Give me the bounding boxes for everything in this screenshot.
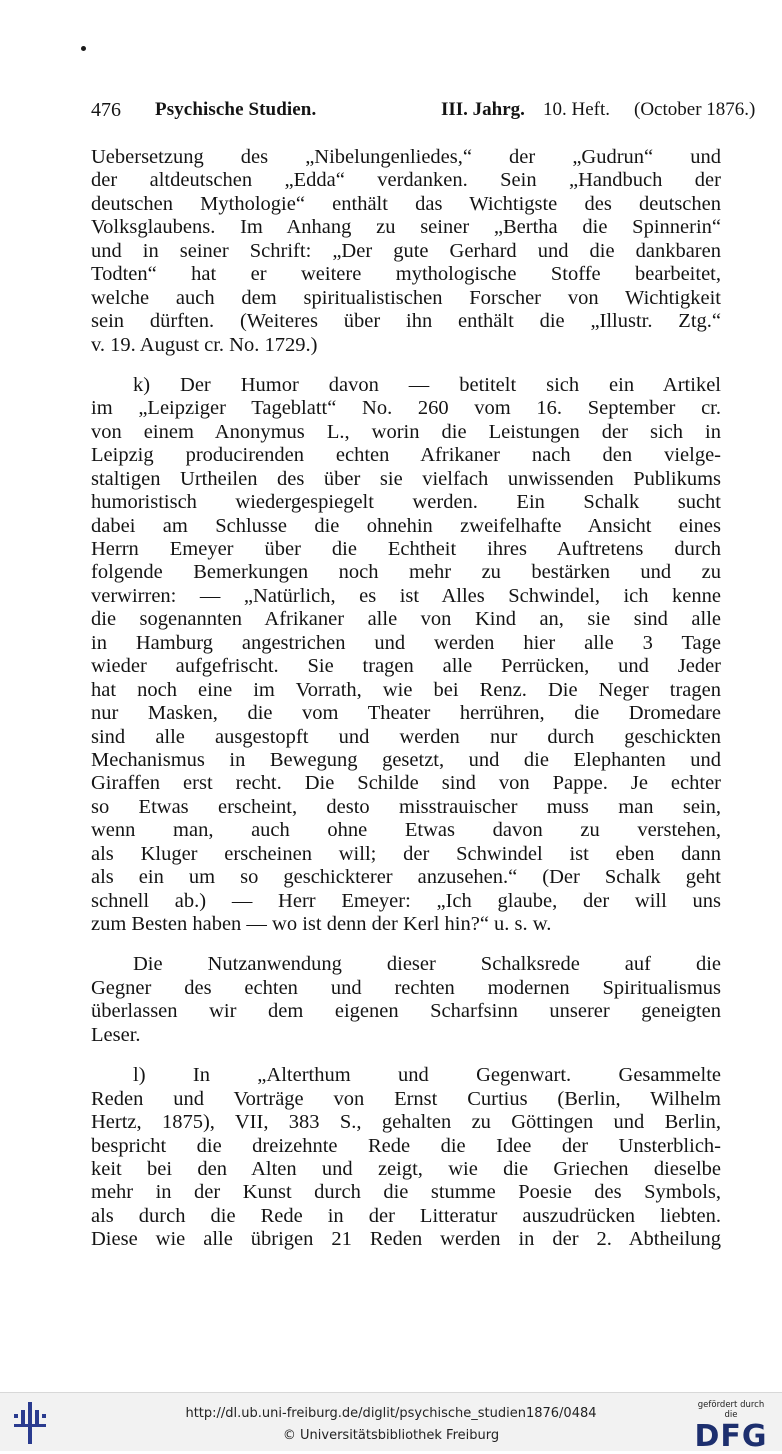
funder-caption: gefördert durch die	[697, 1400, 765, 1420]
text-line: die sogenannten Afrikaner alle von Kind an, sie sind alle	[91, 608, 721, 631]
page-number: 476	[91, 99, 121, 121]
text-line: von einem Anonymus L., worin die Leistungen der sich in	[91, 420, 721, 443]
text-line: Gegner des echten und rechten modernen Spiritualismus	[91, 976, 721, 999]
text-line: humoristisch wiedergespiegelt werden. Ein Schalk sucht	[91, 491, 721, 514]
text-line: k) Der Humor davon — betitelt sich ein Artikel	[133, 373, 721, 396]
text-line: Giraffen erst recht. Die Schilde sind von Pappe. Je echter	[91, 772, 721, 795]
text-line: dabei am Schlusse die ohnehin zweifelhafte Ansicht eines	[91, 514, 721, 537]
text-line: wieder aufgefrischt. Sie tragen alle Perrücken, und Jeder	[91, 655, 721, 678]
text-line: nur Masken, die vom Theater herrühren, die Dromedare	[91, 702, 721, 725]
text-line: der altdeutschen „Edda“ verdanken. Sein „Handbuch der	[91, 169, 721, 192]
text-line: in Hamburg angestrichen und werden hier alle 3 Tage	[91, 631, 721, 654]
text-line: Todten“ hat er weitere mythologische Stoffe bearbeitet,	[91, 263, 721, 286]
text-line: folgende Bemerkungen noch mehr zu bestärken und zu	[91, 561, 721, 584]
text-line: verwirren: — „Natürlich, es ist Alles Schwindel, ich kenne	[91, 584, 721, 607]
source-url[interactable]: http://dl.ub.uni-freiburg.de/diglit/psychische_studien1876/0484	[185, 1406, 597, 1421]
text-line: Hertz, 1875), VII, 383 S., gehalten zu Göttingen und Berlin,	[91, 1111, 721, 1134]
text-line: bespricht die dreizehnte Rede die Idee der Unsterblich-	[91, 1134, 721, 1157]
text-line: Leser.	[91, 1023, 141, 1046]
text-line: Mechanismus in Bewegung gesetzt, und die Elephanten und	[91, 748, 721, 771]
dfg-logo-icon	[690, 1400, 772, 1454]
text-line: im „Leipziger Tageblatt“ No. 260 vom 16. September cr.	[91, 397, 721, 420]
text-line: als ein um so geschickterer anzusehen.“ (Der Schalk geht	[91, 866, 721, 889]
text-line: l) In „Alterthum und Gegenwart. Gesammelte	[133, 1064, 721, 1087]
text-line: zum Besten haben — wo ist denn der Kerl hin?“ u. s. w.	[91, 913, 552, 935]
text-line: Leipzig producirenden echten Afrikaner nach den vielge-	[91, 444, 721, 467]
text-line: v. 19. August cr. No. 1729.)	[91, 333, 318, 356]
issue-number: 10. Heft.	[543, 99, 611, 120]
text-line: Die Nutzanwendung dieser Schalksrede auf die	[133, 953, 721, 976]
copyright-notice: © Universitätsbibliothek Freiburg	[282, 1428, 500, 1443]
text-line: welche auch dem spiritualistischen Forscher von Wichtigkeit	[91, 286, 721, 309]
journal-title: Psychische Studien.	[155, 99, 317, 120]
text-line: schnell ab.) — Herr Emeyer: „Ich glaube, der will uns	[91, 889, 721, 912]
text-line: Diese wie alle übrigen 21 Reden werden in der 2. Abtheilung	[91, 1228, 721, 1251]
text-line: Reden und Vorträge von Ernst Curtius (Berlin, Wilhelm	[91, 1087, 721, 1110]
text-line: so Etwas erscheint, desto misstrauischer muss man sein,	[91, 795, 721, 818]
running-header	[91, 99, 756, 133]
text-line: Uebersetzung des „Nibelungenliedes,“ der „Gudrun“ und	[91, 146, 721, 168]
text-line: mehr in der Kunst durch die stumme Poesie des Symbols,	[91, 1181, 721, 1204]
issue-date: (October 1876.)	[634, 99, 756, 120]
text-line: hat noch eine im Vorrath, wie bei Renz. Die Neger tragen	[91, 678, 721, 701]
text-line: als Kluger erscheinen will; der Schwindel ist eben dann	[91, 842, 721, 865]
text-line: als durch die Rede in der Litteratur auszudrücken liebten.	[91, 1204, 721, 1227]
text-line: überlassen wir dem eigenen Scharfsinn unserer geneigten	[91, 1000, 721, 1023]
text-line: Herrn Emeyer über die Echtheit ihres Auftretens durch	[91, 538, 721, 560]
text-line: und in seiner Schrift: „Der gute Gerhard und die dankbaren	[91, 239, 721, 262]
text-line: wenn man, auch ohne Etwas davon zu verstehen,	[91, 819, 721, 842]
text-line: sind alle ausgestopft und werden nur durch geschickten	[91, 725, 721, 748]
text-line: deutschen Mythologie“ enthält das Wichtigste des deutschen	[91, 192, 721, 215]
body-text	[91, 146, 721, 1252]
text-line: sein dürften. (Weiteres über ihn enthält die „Illustr. Ztg.“	[91, 310, 721, 333]
text-line: staltigen Urtheilen des über sie vielfach unwissenden Publikums	[91, 467, 721, 490]
journal-year: III. Jahrg.	[441, 99, 525, 120]
funder-logo-text: DFG	[694, 1419, 768, 1454]
text-line: keit bei den Alten und zeigt, wie die Griechen dieselbe	[91, 1157, 721, 1180]
text-line: Volksglaubens. Im Anhang zu seiner „Bertha die Spinnerin“	[91, 216, 721, 239]
print-speck	[81, 46, 86, 51]
